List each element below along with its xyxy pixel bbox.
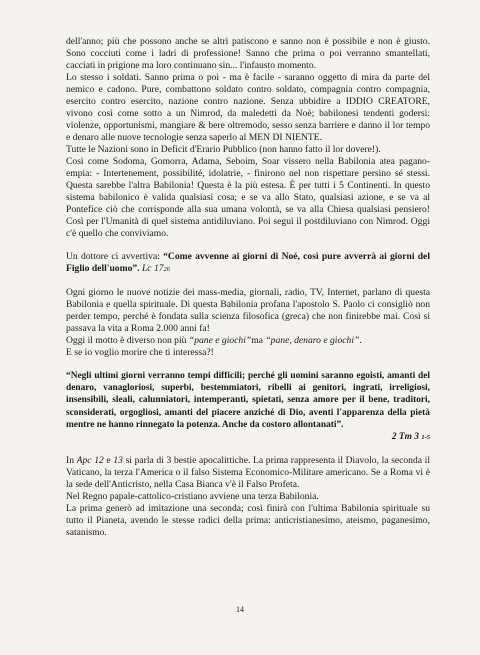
apocalypse-book-12: Apc 12 (76, 455, 104, 467)
motto-line (66, 335, 430, 347)
scripture-quote (66, 370, 430, 444)
scripture-reference-line (66, 431, 430, 444)
paragraph-apocalypse (66, 455, 430, 491)
motto-prefix: Oggi il motto è diverso non più (66, 335, 189, 346)
motto-suffix: . (359, 335, 362, 346)
warning-intro: Un dottore ci avvertiva: (66, 251, 164, 262)
warning-reference: Lc 17 (139, 263, 164, 274)
paragraph-ultima-babilonia: La prima generò ad imitazione una seconda; così finirà con l'ultima Babilonia spirituale su tutto il Pianeta, avendo le stesse radici della prima: anticristianesimo, ateismo, paganesimo, satanismo. (66, 503, 430, 539)
warning-reference-verse: 26 (163, 266, 171, 273)
apocalypse-text: si parla di 3 bestie apocalittiche. La prima rappresenta il Diavolo, la seconda il Vaticano, la terza l'America o il falso Sistema Economico-Militare americano. Se a Roma vi è la sede dell'Anticristo, nella Casa Bianca v'è il Falso Profeta. (66, 455, 430, 491)
apocalypse-book-13: 13 (113, 455, 123, 467)
paragraph-sodoma: Così come Sodoma, Gomorra, Adama, Seboim, Soar vissero nella Babilonia atea pagano-empia: - Intertenement, possibilité, idolatrie, - finirono nel non rispettare persino sé stessi. Questa sarebbe l'altra Babilonia! Questa è la più estesa. È per tutti i 5 Continenti. In questo sistema babilonico è valida qualsiasi cosa; e se va allo Stato, qualsiasi azione, e se va al Pontefice ciò che corrisponde alla sua umana volontà, se va alla Chiesa qualsiasi pensiero! Così per l'Umanità di quel sistema antidiluviano. Poi seguì il postdiluviano con Nimrod. Oggi c'è quello che conviviamo. (66, 156, 430, 239)
apocalypse-pre: In (66, 455, 77, 467)
babilonia-section (66, 287, 430, 359)
paragraph-deficit: Tutte le Nazioni sono in Deficit d'Erario Pubblico (non hanno fatto il lor dovere!). (66, 144, 381, 155)
scripture-text: “Negli ultimi giorni verranno tempi difficili; perché gli uomini saranno egoisti, amanti del denaro, vanagloriosi, superbi, bestemmiatori, ribelli ai genitori, ingrati, irreligiosi, insensibili, sleali, calunniatori, intemperanti, spietati, senza amore per il bene, traditori, sconsiderati, orgogliosi, amanti del piacere anziché di Dio, aventi l'apparenza della pietà mentre ne hanno rinnegato la potenza. Anche da costoro allontanati”. (66, 371, 430, 430)
paragraph-ladri: dell'anno; più che possono anche se altri patiscono e sanno non è possibile e non è giusto. Sono cocciuti come i ladri di professione! Sanno che prima o poi verranno smantellati, cacciati in prigione ma loro continuano sin... l'infausto momento. (66, 36, 430, 71)
motto-question: E se io voglio morire che ti interessa?! (66, 347, 214, 358)
warning-paragraph (66, 251, 430, 276)
paragraph-regno-papale: Nel Regno papale-cattolico-cristiano avviene una terza Babilonia. (66, 491, 319, 503)
motto-old: “pane e giochi” (188, 335, 252, 346)
apocalypse-section (66, 455, 430, 539)
warning-section (66, 251, 430, 276)
scripture-reference: 2 Tm 3 (391, 432, 419, 443)
motto-mid: ma (251, 335, 266, 346)
motto-new: “pane, denaro e giochi” (265, 335, 360, 346)
scripture-reference-verse: 1-5 (421, 434, 430, 442)
warning-quote: “Come avvenne ai giorni di Noé, così pure avverrà ai giorni del Figlio dell'uomo”. (66, 251, 430, 274)
opening-section (66, 36, 430, 240)
paragraph-mass-media: Ogni giorno le nuove notizie dei mass-media, giornali, radio, TV, Internet, parlano di questa Babilonia e quella spirituale. Di questa Babilonia profana l'apostolo S. Paolo ci consigliò non perder tempo, perché è fondata sulla scienza filosofica (greca) che non finirebbe mai. Così si passava la vita a Roma 2.000 anni fa! (66, 287, 430, 334)
page-number: 14 (236, 605, 244, 614)
paragraph-soldati: Lo stesso i soldati. Sanno prima o poi - ma è facile - saranno oggetto di mira da parte del nemico e cadono. Pure, combattono soldato contro soldato, compagnia contro compagnia, esercito contro esercito, nazione contro nazione. Senza ubbidire a IDDIO CREATORE, vivono così come sotto a un Nimrod, da maledetti da Noè; babilonesi tendenti godersi: violenze, opportunismi, mangiare & bere oltremodo, sesso senza barriere e danno il lor tempo e denaro alle nuove tecnologie senza saperlo al MEN DI NIENTE. (66, 72, 430, 143)
apocalypse-and: e (103, 455, 114, 467)
